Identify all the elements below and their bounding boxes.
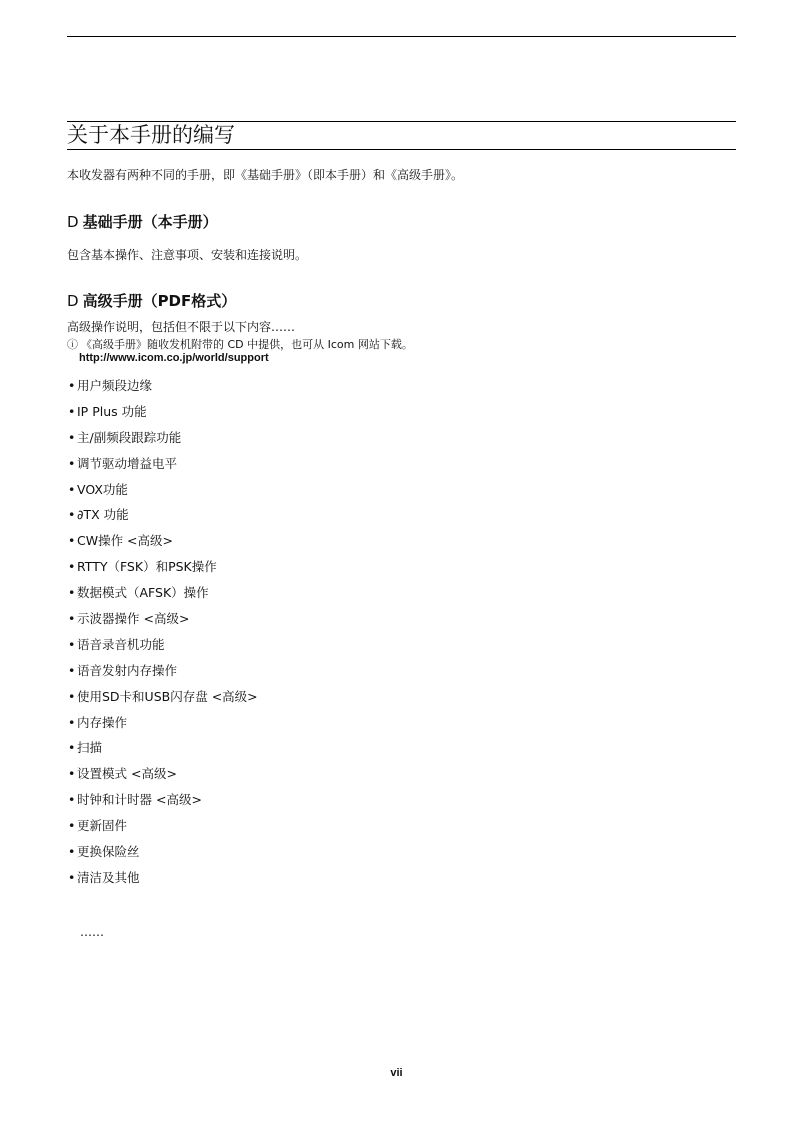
list-item-text: 清洁及其他 xyxy=(77,869,140,885)
list-item-text: IP Plus 功能 xyxy=(77,403,147,419)
list-item xyxy=(68,428,258,454)
bullet-icon: • xyxy=(68,844,76,860)
list-item xyxy=(68,376,258,402)
list-item xyxy=(68,480,258,506)
list-item xyxy=(68,454,258,480)
list-item-text: CW操作 <高级> xyxy=(77,533,174,549)
section-heading-advanced xyxy=(67,291,236,311)
list-item-text: ∂TX 功能 xyxy=(77,507,129,523)
header-rule xyxy=(67,36,736,37)
section-marker-icon: D xyxy=(67,213,79,231)
list-item-text: 主/副频段跟踪功能 xyxy=(77,429,182,445)
list-item xyxy=(68,687,258,713)
intro-paragraph: 本收发器有两种不同的手册，即《基础手册》（即本手册）和《高级手册》。 xyxy=(67,168,464,182)
bullet-icon: • xyxy=(68,559,76,575)
list-item-text: 调节驱动增益电平 xyxy=(77,455,178,471)
list-item-text: 内存操作 xyxy=(77,714,128,730)
bullet-icon: • xyxy=(68,507,76,523)
list-item-text: VOX功能 xyxy=(77,481,128,497)
title-band xyxy=(67,121,736,150)
list-item xyxy=(68,557,258,583)
bullet-icon: • xyxy=(68,378,76,393)
list-item xyxy=(68,790,258,816)
list-item-text: 设置模式 <高级> xyxy=(77,766,177,782)
section-body-advanced: 高级操作说明，包括但不限于以下内容…… xyxy=(67,320,296,334)
bullet-icon: • xyxy=(68,533,76,549)
bullet-icon: • xyxy=(68,688,76,704)
section-marker-icon: D xyxy=(67,292,79,310)
page-number: vii xyxy=(390,1067,403,1079)
list-item-text: 时钟和计时器 <高级> xyxy=(77,792,202,808)
bullet-icon: • xyxy=(68,403,76,419)
list-item-text: 更换保险丝 xyxy=(77,844,140,860)
list-item-text: 语音录音机功能 xyxy=(77,636,165,652)
list-item-text: 使用SD卡和USB闪存盘 <高级> xyxy=(77,688,258,704)
section-heading-text: 基础手册（本手册） xyxy=(82,213,218,231)
list-item xyxy=(68,531,258,557)
info-icon: ⓘ xyxy=(67,338,78,351)
list-item-text: RTTY（FSK）和PSK操作 xyxy=(77,559,217,575)
list-item xyxy=(68,635,258,661)
bullet-icon: • xyxy=(68,455,76,471)
list-item xyxy=(68,868,258,894)
list-item xyxy=(68,842,258,868)
download-note xyxy=(67,338,413,352)
list-item xyxy=(68,402,258,428)
bullet-icon: • xyxy=(68,611,76,627)
list-item-text: 数据模式（AFSK）操作 xyxy=(77,585,209,601)
bullet-icon: • xyxy=(68,429,76,445)
support-url-link[interactable]: http://www.icom.co.jp/world/support xyxy=(79,352,269,364)
bullet-icon: • xyxy=(68,636,76,652)
list-item xyxy=(68,816,258,842)
bullet-icon: • xyxy=(68,585,76,601)
page-title: 关于本手册的编写 xyxy=(67,123,235,147)
section-heading-basic xyxy=(67,212,218,232)
feature-list xyxy=(68,376,258,894)
bullet-icon: • xyxy=(68,481,76,497)
list-item xyxy=(68,764,258,790)
list-item-text: 用户频段边缘 xyxy=(77,378,153,393)
bullet-icon: • xyxy=(68,740,76,756)
bullet-icon: • xyxy=(68,792,76,808)
continuation-ellipsis: …… xyxy=(80,925,104,939)
list-item-text: 扫描 xyxy=(77,740,103,756)
bullet-icon: • xyxy=(68,766,76,782)
list-item xyxy=(68,609,258,635)
list-item xyxy=(68,505,258,531)
section-body-basic: 包含基本操作、注意事项、安装和连接说明。 xyxy=(67,248,308,262)
bullet-icon: • xyxy=(68,869,76,885)
list-item-text: 语音发射内存操作 xyxy=(77,662,178,678)
bullet-icon: • xyxy=(68,714,76,730)
list-item xyxy=(68,713,258,739)
bullet-icon: • xyxy=(68,818,76,834)
list-item xyxy=(68,738,258,764)
list-item-text: 示波器操作 <高级> xyxy=(77,611,190,627)
bullet-icon: • xyxy=(68,662,76,678)
list-item xyxy=(68,661,258,687)
section-heading-text: 高级手册（PDF格式） xyxy=(82,292,237,310)
list-item xyxy=(68,583,258,609)
list-item-text: 更新固件 xyxy=(77,818,128,834)
download-note-text: 《高级手册》随收发机附带的 CD 中提供，也可从 Icom 网站下载。 xyxy=(81,338,413,351)
